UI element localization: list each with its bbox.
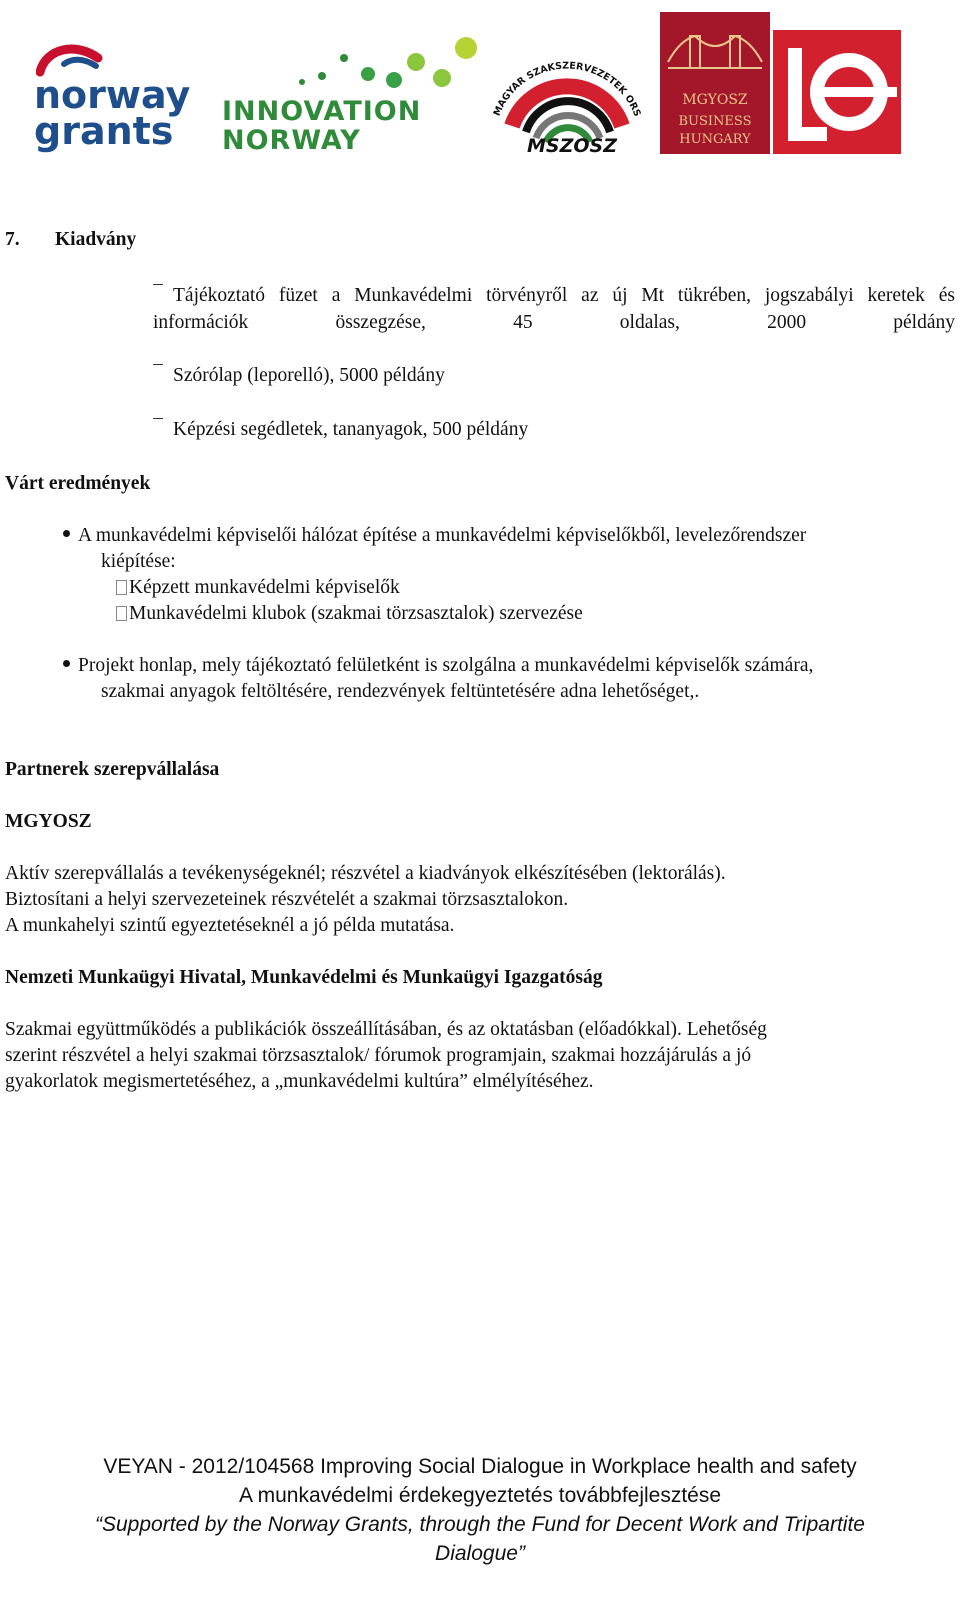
mszosz-emblem-icon <box>492 8 642 156</box>
checkbox-glyph-icon <box>116 606 127 621</box>
publication-item-3 <box>153 418 528 442</box>
section-number: 7. <box>5 229 20 250</box>
publication-item-1-line-2: keretek és információk összegzése, 45 oldalas, 2000 példány <box>153 285 955 333</box>
mgyosz-logo-hungary: HUNGARY <box>679 132 751 147</box>
nmh-title: Nemzeti Munkaügyi Hivatal, Munkavédelmi és Munkaügyi Igazgatóság <box>5 967 603 988</box>
footer-line-2: A munkavédelmi érdekegyeztetés továbbfejlesztése <box>238 1484 722 1507</box>
innovation-norway-word-innovation: INNOVATION <box>222 96 422 127</box>
bullet-icon <box>63 660 70 667</box>
expected-results-title: Várt eredmények <box>5 473 151 494</box>
expected-bullet-2 <box>63 654 813 678</box>
checkbox-glyph-icon <box>116 580 127 595</box>
lo-logo-text: LO <box>835 149 839 151</box>
expected-bullet-2-line-2: szakmai anyagok feltöltésére, rendezvények feltüntetésére adna lehetőséget,. <box>101 681 700 702</box>
logo-header <box>0 0 960 170</box>
expected-sub-item-1 <box>116 576 400 600</box>
mszosz-logo-text: MSZOSZ <box>527 135 617 156</box>
dash-icon <box>153 418 163 419</box>
bullet-icon <box>63 530 70 537</box>
section-title: Kiadvány <box>55 229 137 250</box>
expected-bullet-1-line-2: kiépítése: <box>101 551 176 572</box>
expected-sub-item-2 <box>116 602 583 626</box>
publication-item-2-text: Szórólap (leporelló), 5000 példány <box>173 365 445 386</box>
mgyosz-text-line-3: A munkahelyi szintű egyeztetéseknél a jó példa mutatása. <box>5 915 455 936</box>
mszosz-logo <box>492 8 642 156</box>
expected-bullet-1 <box>63 524 806 548</box>
publication-item-2 <box>153 364 445 388</box>
nmh-text-line-2: szerint részvétel a helyi szakmai törzsasztalok/ fórumok programjain, szakmai hozzájárulás a jó <box>5 1045 752 1066</box>
expected-bullet-2-line-1: Projekt honlap, mely tájékoztató felületként is szolgálna a munkavédelmi képviselők számára, <box>78 655 814 676</box>
dash-icon <box>153 284 163 285</box>
nmh-text-line-1: Szakmai együttműködés a publikációk összeállításában, és az oktatásban (előadókkal). Lehetőség <box>5 1019 767 1040</box>
footer-line-4: Dialogue” <box>435 1542 525 1565</box>
innovation-dots-icon <box>222 36 484 96</box>
norway-grants-word-norway: norway <box>34 73 191 117</box>
footer-line-3: “Supported by the Norway Grants, through the Fund for Decent Work and Tripartite <box>95 1513 865 1536</box>
mgyosz-logo <box>660 12 770 154</box>
expected-sub-item-1-text: Képzett munkavédelmi képviselők <box>129 577 400 598</box>
publication-item-1 <box>153 282 955 363</box>
partners-title: Partnerek szerepvállalása <box>5 759 220 780</box>
lo-logo <box>773 30 901 154</box>
mgyosz-title: MGYOSZ <box>5 811 92 832</box>
nmh-text-line-3: gyakorlatok megismertetéséhez, a „munkavédelmi kultúra” elmélyítéséhez. <box>5 1071 594 1092</box>
innovation-norway-word-norway: NORWAY <box>222 125 361 156</box>
expected-sub-item-2-text: Munkavédelmi klubok (szakmai törzsasztalok) szervezése <box>129 603 583 624</box>
mgyosz-text-line-2: Biztosítani a helyi szervezeteinek részvételét a szakmai törzsasztalokon. <box>5 889 569 910</box>
chain-bridge-icon <box>660 12 770 92</box>
mszosz-ring-text: MAGYAR SZAKSZERVEZETEK ORS <box>492 60 642 119</box>
lo-emblem-icon <box>773 30 901 154</box>
mgyosz-logo-business: BUSINESS <box>678 114 752 129</box>
norway-grants-logo <box>34 42 194 152</box>
dash-icon <box>153 364 163 365</box>
norway-grants-word-grants: grants <box>34 109 174 153</box>
publication-item-3-text: Képzési segédletek, tananyagok, 500 példány <box>173 419 529 440</box>
mgyosz-logo-name: MGYOSZ <box>682 92 748 108</box>
innovation-norway-logo <box>222 36 484 156</box>
expected-bullet-1-line-1: A munkavédelmi képviselői hálózat építése a munkavédelmi képviselőkből, levelezőrendszer <box>78 525 807 546</box>
mgyosz-text-line-1: Aktív szerepvállalás a tevékenységeknél; részvétel a kiadványok elkészítésében (lektorálás). <box>5 863 726 884</box>
footer-line-1: VEYAN - 2012/104568 Improving Social Dialogue in Workplace health and safety <box>103 1455 857 1478</box>
publication-item-1-line-1: Tájékoztató füzet a Munkavédelmi törvényről az új Mt tükrében, jogszabályi <box>173 285 854 306</box>
